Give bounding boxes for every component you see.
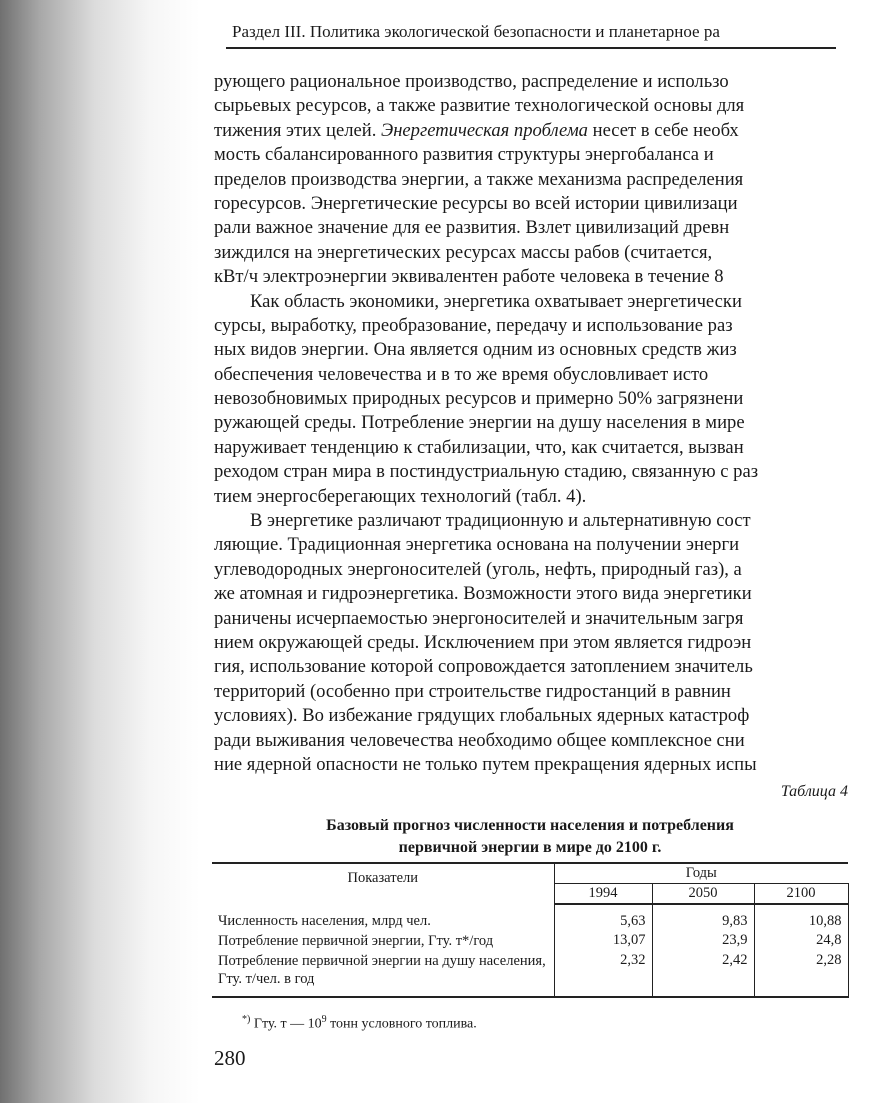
table-footnote [242,1014,477,1033]
cell-value: 23,9 [652,931,754,951]
cell-value: 10,88 [754,904,848,931]
text-line: же атомная и гидроэнергетика. Возможности этого вида энергетики [214,583,752,605]
text-line: наруживает тенденцию к стабилизации, что, как считается, вызван [214,436,744,458]
footnote-tail: тонн условного топлива. [326,1016,477,1032]
text-line: невозобновимых природных ресурсов и примерно 50% загрязнени [214,388,744,410]
header-rule [226,47,836,49]
header-year: 2050 [652,884,754,905]
text-line: ружающей среды. Потребление энергии на душу населения в мире [214,412,745,434]
header-indicators: Показатели [212,863,554,904]
text-line: пределов производства энергии, а также механизма распределения [214,168,744,190]
text-line: рующего рациональное производство, распределение и использо [214,71,729,92]
text-line: гия, использование которой сопровождается затоплением значитель [214,656,753,678]
row-label: Численность населения, млрд чел. [212,904,554,931]
body-text [214,70,854,777]
text-line: ради выживания человечества необходимо общее комплексное сни [214,729,745,751]
footnote-exponent: 9 [321,1014,327,1025]
text-line: зиждился на энергетических ресурсах массы рабов (считается, [214,241,713,263]
table-number: Таблица 4 [780,783,848,800]
text-line: раничены исчерпаемостью энергоносителей и значительным загря [214,607,744,629]
text-line: рали важное значение для ее развития. Взлет цивилизаций древн [214,217,730,239]
header-year: 2100 [754,884,848,905]
row-label: Потребление первичной энергии, Гту. т*/год [212,931,554,951]
text-line: территорий (особенно при строительстве гидростанций в равнин [214,680,731,702]
footnote-mark: *) [242,1014,251,1025]
text-line: кВт/ч электроэнергии эквивалентен работе человека в течение 8 [214,266,724,288]
text-line: тием энергосберегающих технологий (табл. 4). [214,485,587,507]
table-row [212,951,848,997]
row-label: Потребление первичной энергии на душу населения, Гту. т/чел. в год [212,951,554,997]
table-row [212,904,848,931]
text-line: ляющие. Традиционная энергетика основана на получении энерги [214,534,740,556]
cell-value: 2,42 [652,951,754,997]
header-years: Годы [554,863,848,884]
text-line: обеспечения человечества и в то же время обусловливает исто [214,363,709,385]
footnote-text: Гту. т — 10 [253,1016,322,1032]
text-line: условиях). Во избежание грядущих глобальных ядерных катастроф [214,705,750,727]
cell-value: 9,83 [652,904,754,931]
text-line: углеводородных энергоносителей (уголь, нефть, природный газ), а [214,558,742,580]
text-line: Как область экономики, энергетика охватывает энергетически [250,290,742,312]
text-line: сурсы, выработку, преобразование, передачу и использование раз [214,314,733,336]
table-title-line: первичной энергии в мире до 2100 г. [398,839,662,856]
cell-value: 2,28 [754,951,848,997]
text-line: ных видов энергии. Она является одним из основных средств жиз [214,339,737,361]
cell-value: 5,63 [554,904,652,931]
text-line: тижения этих целей. Энергетическая проблема несет в себе необх [214,119,739,141]
text-line: реходом стран мира в постиндустриальную стадию, связанную с раз [214,461,759,483]
text-line: нием окружающей среды. Исключением при этом является гидроэн [214,631,752,653]
cell-value: 24,8 [754,931,848,951]
table-title [250,815,810,859]
text-line: ние ядерной опасности не только путем прекращения ядерных испы [214,753,757,775]
header-year: 1994 [554,884,652,905]
cell-value: 13,07 [554,931,652,951]
text-line: В энергетике различают традиционную и альтернативную сост [250,510,751,532]
text-line: сырьевых ресурсов, а также развитие технологической основы для [214,95,745,117]
text-line: горесурсов. Энергетические ресурсы во всей истории цивилизаци [214,192,738,214]
running-head: Раздел III. Политика экологической безопасности и планетарное ра [232,22,720,41]
text-line: мость сбалансированного развития структуры энергобаланса и [214,144,714,166]
forecast-table [212,862,849,998]
cell-value: 2,32 [554,951,652,997]
table-row [212,931,848,951]
page-number: 280 [214,1046,246,1070]
table-title-line: Базовый прогноз численности населения и потребления [326,817,734,834]
